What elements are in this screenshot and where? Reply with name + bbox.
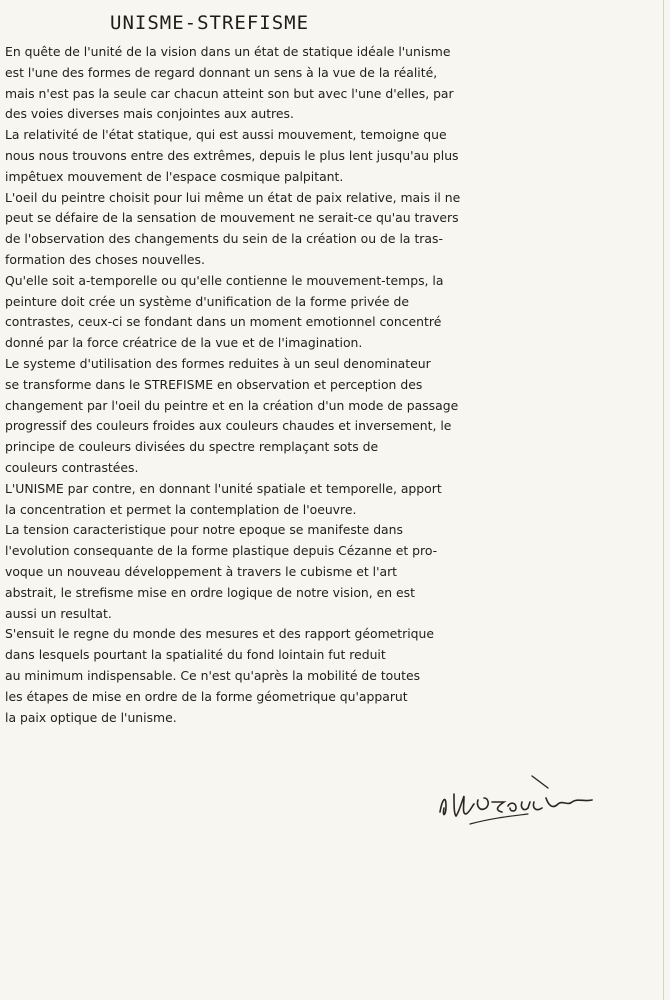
text-line: la concentration et permet la contemplation de l'oeuvre. xyxy=(5,501,357,517)
page-title: UNISME-STREFISME xyxy=(110,12,310,34)
text-line: principe de couleurs divisées du spectre remplaçant sots de xyxy=(5,439,379,455)
text-line: peinture doit crée un système d'unification de la forme privée de xyxy=(5,293,409,309)
text-line: les étapes de mise en ordre de la forme géometrique qu'apparut xyxy=(5,688,408,704)
text-line: la paix optique de l'unisme. xyxy=(5,709,177,725)
text-line: des voies diverses mais conjointes aux autres. xyxy=(5,106,294,122)
text-line: se transforme dans le STREFISME en observation et perception des xyxy=(5,376,423,392)
text-line: progressif des couleurs froides aux couleurs chaudes et inversement, le xyxy=(5,418,452,434)
text-line: Qu'elle soit a-temporelle ou qu'elle contienne le mouvement-temps, la xyxy=(5,272,444,288)
text-line: aussi un resultat. xyxy=(5,605,112,621)
text-line: nous nous trouvons entre des extrêmes, depuis le plus lent jusqu'au plus xyxy=(5,147,459,163)
text-line: donné par la force créatrice de la vue et de l'imagination. xyxy=(5,335,363,351)
manuscript-body xyxy=(5,42,665,728)
handwritten-signature xyxy=(432,772,612,832)
text-line: contrastes, ceux-ci se fondant dans un moment emotionnel concentré xyxy=(5,314,442,330)
text-line: abstrait, le strefisme mise en ordre logique de notre vision, en est xyxy=(5,584,415,600)
text-line: formation des choses nouvelles. xyxy=(5,251,205,267)
text-line: En quête de l'unité de la vision dans un état de statique idéale l'unisme xyxy=(5,44,451,59)
text-line: couleurs contrastées. xyxy=(5,459,139,475)
text-line: mais n'est pas la seule car chacun atteint son but avec l'une d'elles, par xyxy=(5,85,454,101)
text-line: L'UNISME par contre, en donnant l'unité spatiale et temporelle, apport xyxy=(5,480,442,496)
text-line: peut se défaire de la sensation de mouvement ne serait-ce qu'au travers xyxy=(5,210,459,226)
text-line: L'oeil du peintre choisit pour lui même un état de paix relative, mais il ne xyxy=(5,189,461,205)
text-line: au minimum indispensable. Ce n'est qu'après la mobilité de toutes xyxy=(5,667,421,683)
text-line: l'evolution consequante de la forme plastique depuis Cézanne et pro- xyxy=(5,543,438,559)
text-line: La tension caracteristique pour notre epoque se manifeste dans xyxy=(5,522,403,538)
text-line: voque un nouveau développement à travers le cubisme et l'art xyxy=(5,563,398,579)
text-line: S'ensuit le regne du monde des mesures et des rapport géometrique xyxy=(5,626,435,642)
text-line: changement par l'oeil du peintre et en la création d'un mode de passage xyxy=(5,397,459,413)
text-line: La relativité de l'état statique, qui est aussi mouvement, temoigne que xyxy=(5,127,447,143)
text-line: dans lesquels pourtant la spatialité du fond lointain fut reduit xyxy=(5,647,386,663)
text-line: de l'observation des changements du sein de la création ou de la tras- xyxy=(5,231,443,247)
text-line: Le systeme d'utilisation des formes reduites à un seul denominateur xyxy=(5,355,431,371)
text-line: est l'une des formes de regard donnant un sens à la vue de la réalité, xyxy=(5,64,438,80)
text-line: impêtuex mouvement de l'espace cosmique palpitant. xyxy=(5,168,344,184)
